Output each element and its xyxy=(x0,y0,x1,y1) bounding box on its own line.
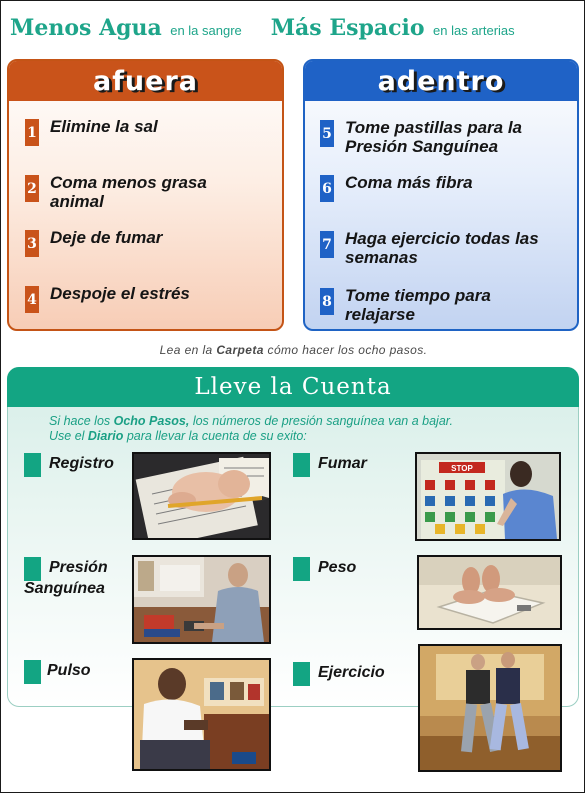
binder-word: Carpeta xyxy=(216,343,264,357)
step-7 xyxy=(320,229,570,267)
category-presion xyxy=(24,557,130,599)
step-2 xyxy=(25,173,265,211)
step-number: 6 xyxy=(320,175,334,202)
step-text: Despoje el estrés xyxy=(50,284,190,303)
category-registro xyxy=(24,453,114,477)
step-text: Tome tiempo para relajarse xyxy=(345,286,491,324)
inside-steps-box xyxy=(303,59,579,331)
step-number: 4 xyxy=(25,286,39,313)
step-number: 2 xyxy=(25,175,39,202)
inside-title: adentro xyxy=(377,65,505,97)
category-marker xyxy=(293,453,310,477)
headline-more-space: Más Espacio xyxy=(270,15,425,41)
tracking-title: Lleve la Cuenta xyxy=(194,374,392,400)
step-number: 1 xyxy=(25,119,39,146)
step-number: 7 xyxy=(320,231,334,258)
step-text: Coma menos grasa animal xyxy=(50,173,207,211)
category-ejercicio xyxy=(293,662,385,686)
step-text: Haga ejercicio todas las semanas xyxy=(345,229,539,267)
category-fumar xyxy=(293,453,367,477)
step-text: Tome pastillas para la Presión Sanguínea xyxy=(345,118,522,156)
category-pulso xyxy=(24,660,91,684)
outside-header xyxy=(9,61,282,101)
category-label: Registro xyxy=(49,455,114,472)
category-label: Presión Sanguínea xyxy=(24,559,108,597)
category-marker xyxy=(24,660,41,684)
category-marker xyxy=(24,557,41,581)
headline-in-blood: en la sangre xyxy=(170,23,242,38)
category-marker xyxy=(293,662,310,686)
category-label: Peso xyxy=(318,559,357,576)
inside-header xyxy=(305,61,577,101)
headline xyxy=(10,15,515,41)
step-6 xyxy=(320,173,570,202)
category-peso xyxy=(293,557,356,581)
step-3 xyxy=(25,228,275,257)
headline-less-water: Menos Agua xyxy=(10,15,162,41)
photo-weight-scale xyxy=(417,555,562,630)
step-5 xyxy=(320,118,570,156)
step-text: Elimine la sal xyxy=(50,117,158,136)
binder-note: Lea en la Carpeta cómo hacer los ocho pasos. xyxy=(159,343,428,357)
tracking-header xyxy=(7,367,579,407)
photo-writing-log xyxy=(132,452,271,540)
headline-in-arteries: en las arterias xyxy=(433,23,515,38)
category-marker xyxy=(293,557,310,581)
category-marker xyxy=(24,453,41,477)
stop-sign-text: STOP xyxy=(451,464,473,473)
category-label: Ejercicio xyxy=(318,664,385,681)
photo-blood-pressure xyxy=(132,555,271,644)
step-4 xyxy=(25,284,275,313)
photo-pulse xyxy=(132,658,271,771)
outside-steps-box xyxy=(7,59,284,331)
tracking-intro: Si hace los Ocho Pasos, los números de presión sanguínea van a bajar. Use el Diario para llevar la cuenta de su exito: xyxy=(49,414,453,443)
step-number: 3 xyxy=(25,230,39,257)
photo-stop-smoking xyxy=(415,452,561,541)
step-1 xyxy=(25,117,275,146)
step-number: 5 xyxy=(320,120,334,147)
step-8 xyxy=(320,286,570,324)
step-text: Coma más fibra xyxy=(345,173,473,192)
category-label: Pulso xyxy=(47,662,91,679)
outside-title: afuera xyxy=(92,65,199,97)
step-text: Deje de fumar xyxy=(50,228,163,247)
category-label: Fumar xyxy=(318,455,367,472)
photo-exercise-walking xyxy=(418,644,562,772)
step-number: 8 xyxy=(320,288,334,315)
